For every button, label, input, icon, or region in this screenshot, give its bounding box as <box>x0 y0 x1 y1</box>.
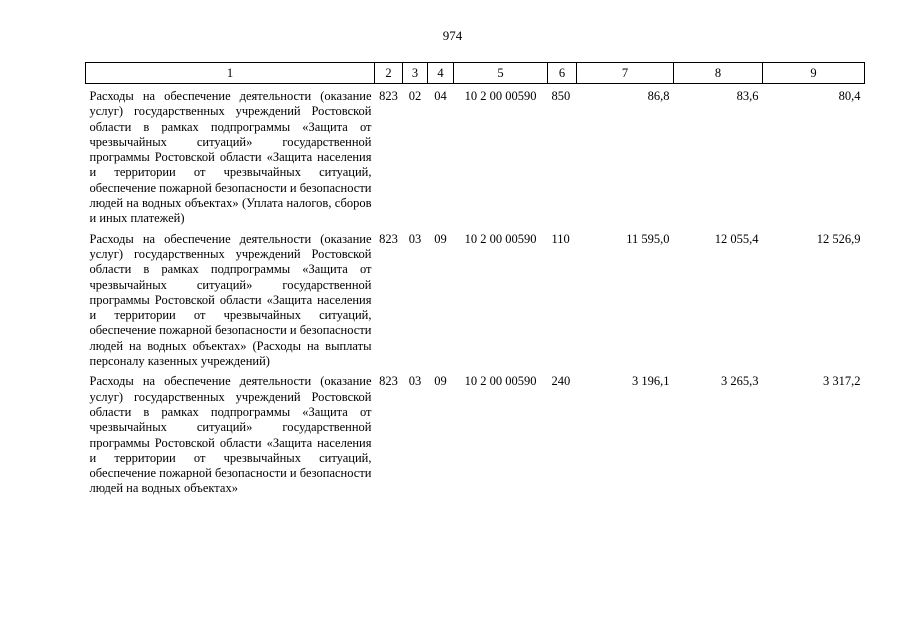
cell-amount-year-2: 83,6 <box>736 89 759 103</box>
row-description: Расходы на обеспечение деятельности (оказание услуг) государственных учреждений Ростовской области в рамках подпрограммы «Защита от чрезвычайных ситуаций» государственной программы Ростовской области «Защита населения и территории от чрезвычайных ситуаций, обеспечение пожарной безопасности и безопасности людей на водных объектах» (Уплата налогов, сборов и иных платежей) <box>89 89 372 226</box>
cell-amount-year-3: 12 526,9 <box>816 231 861 246</box>
header-row <box>86 63 865 84</box>
row-description: Расходы на обеспечение деятельности (оказание услуг) государственных учреждений Ростовской области в рамках подпрограммы «Защита от чрезвычайных ситуаций» государственной программы Ростовской области «Защита населения и территории от чрезвычайных ситуаций, обеспечение пожарной безопасности и безопасности людей на водных объектах» (Расходы на выплаты персоналу казенных учреждений) <box>89 231 372 369</box>
cell-section-code: 03 <box>408 231 422 246</box>
row-description: Расходы на обеспечение деятельности (оказание услуг) государственных учреждений Ростовской области в рамках подпрограммы «Защита от чрезвычайных ситуаций» государственной программы Ростовской области «Защита населения и территории от чрезвычайных ситуаций, обеспечение пожарной безопасности и безопасности людей на водных объектах» <box>89 374 372 496</box>
budget-table <box>85 62 865 524</box>
cell-subsection-code: 09 <box>434 231 447 246</box>
header-col-6: 6 <box>548 63 577 84</box>
header-col-2: 2 <box>375 63 403 84</box>
header-col-4: 4 <box>428 63 454 84</box>
cell-amount-year-1: 86,8 <box>647 89 670 103</box>
cell-ministry-code: 823 <box>379 374 398 389</box>
table-row <box>86 84 865 227</box>
header-col-9: 9 <box>763 63 865 84</box>
cell-amount-year-3: 3 317,2 <box>823 374 861 389</box>
cell-amount-year-1: 11 595,0 <box>626 231 670 246</box>
header-col-8: 8 <box>674 63 763 84</box>
cell-ministry-code: 823 <box>379 231 398 246</box>
cell-section-code: 03 <box>408 374 422 389</box>
cell-amount-year-2: 12 055,4 <box>714 231 759 246</box>
cell-expense-type: 110 <box>551 231 570 246</box>
cell-expense-type: 240 <box>551 374 571 389</box>
header-col-5: 5 <box>454 63 548 84</box>
cell-amount-year-3: 80,4 <box>838 89 861 103</box>
cell-amount-year-2: 3 265,3 <box>721 374 759 389</box>
header-col-3: 3 <box>403 63 428 84</box>
cell-amount-year-1: 3 196,1 <box>632 374 670 389</box>
table-row <box>86 369 865 524</box>
cell-target-code: 10 2 00 00590 <box>464 374 537 389</box>
header-col-1: 1 <box>86 63 375 84</box>
table-row <box>86 227 865 370</box>
cell-target-code: 10 2 00 00590 <box>464 89 537 103</box>
header-col-7: 7 <box>577 63 674 84</box>
cell-target-code: 10 2 00 00590 <box>464 231 537 246</box>
cell-section-code: 02 <box>408 89 422 103</box>
page-number: 974 <box>442 28 463 43</box>
cell-expense-type: 850 <box>551 89 571 103</box>
cell-ministry-code: 823 <box>379 89 398 103</box>
cell-subsection-code: 09 <box>434 374 447 389</box>
cell-subsection-code: 04 <box>434 89 447 103</box>
